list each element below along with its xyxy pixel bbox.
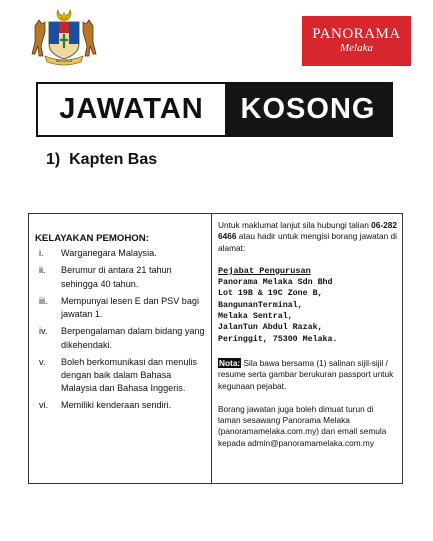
title-banner xyxy=(36,82,393,137)
requirement-number: i. xyxy=(39,248,44,259)
requirement-number: ii. xyxy=(39,265,46,276)
position-number: 1) xyxy=(46,151,61,168)
requirement-text: Boleh berkomunikasi dan menulis dengan baik dalam Bahasa Malaysia dan Bahasa Inggeris. xyxy=(61,356,197,394)
contact-phone: 06-282 6466 xyxy=(218,220,397,242)
logo-line1: PANORAMA xyxy=(312,26,401,42)
requirement-number: iv. xyxy=(39,326,48,337)
panorama-melaka-logo xyxy=(302,16,411,66)
address-line: Melaka Sentral, xyxy=(218,312,293,322)
address-line: JalanTun Abdul Razak, xyxy=(218,323,323,333)
logo-line2: Melaka xyxy=(340,42,373,54)
note-label: Nota: xyxy=(219,357,241,368)
requirements-title: KELAYAKAN PEMOHON: xyxy=(35,233,149,244)
address-line: Lot 19B & 19C Zone B, xyxy=(218,289,323,299)
requirement-item xyxy=(35,356,207,396)
requirement-item xyxy=(35,247,207,260)
requirement-item xyxy=(35,325,207,352)
requirement-text: Mempunyai lesen E dan PSV bagi jawatan 1. xyxy=(61,295,200,320)
requirements-column xyxy=(35,232,207,416)
contact-intro xyxy=(218,220,398,254)
column-divider xyxy=(211,214,212,483)
note-text: Sila bawa bersama (1) salinan sijil-sijil / resume serta gambar berukuran passport untuk kegunaan pejabat. xyxy=(218,357,394,391)
position-title: Kapten Bas xyxy=(69,151,158,168)
position-heading xyxy=(46,151,157,169)
banner-right-text: KOSONG xyxy=(225,84,391,135)
requirement-text: Berumur di antara 21 tahun sehingga 40 tahun. xyxy=(61,265,172,289)
requirement-number: iii. xyxy=(39,295,48,306)
requirement-item xyxy=(35,264,207,291)
banner-left-text: JAWATAN xyxy=(59,93,204,125)
note-paragraph xyxy=(218,358,398,392)
requirements-list xyxy=(35,247,207,412)
requirement-number: v. xyxy=(39,356,46,367)
address-block xyxy=(218,277,398,345)
contact-intro-a: Untuk maklumat lanjut sila hubungi talian xyxy=(218,220,369,230)
requirement-text: Warganegara Malaysia. xyxy=(61,248,157,259)
address-line: BangunanTerminal, xyxy=(218,300,303,310)
requirement-number: vi. xyxy=(39,400,49,411)
details-table xyxy=(28,213,403,484)
address-title: Pejabat Pengurusan xyxy=(218,265,311,276)
svg-text:MELAKA: MELAKA xyxy=(55,58,73,63)
requirement-text: Berpengalaman dalam bidang yang dikehendaki. xyxy=(61,326,205,350)
address-line: Peringgit, 75300 Melaka. xyxy=(218,334,338,344)
contact-intro-b: atau hadir untuk mengisi borang jawatan di alamat: xyxy=(218,231,397,253)
requirement-item xyxy=(35,295,207,322)
online-form-paragraph: Borang jawatan juga boleh dimuat turun di laman sesawang Panorama Melaka (panoramamelaka.com.my) dan email semula kepada admin@panoramamelaka.com.my xyxy=(218,403,387,448)
address-line: Panorama Melaka Sdn Bhd xyxy=(218,278,333,288)
state-crest-icon xyxy=(27,6,101,66)
requirement-item xyxy=(35,399,207,412)
requirement-text: Memiliki kenderaan sendiri. xyxy=(61,400,172,411)
contact-column xyxy=(218,220,398,449)
